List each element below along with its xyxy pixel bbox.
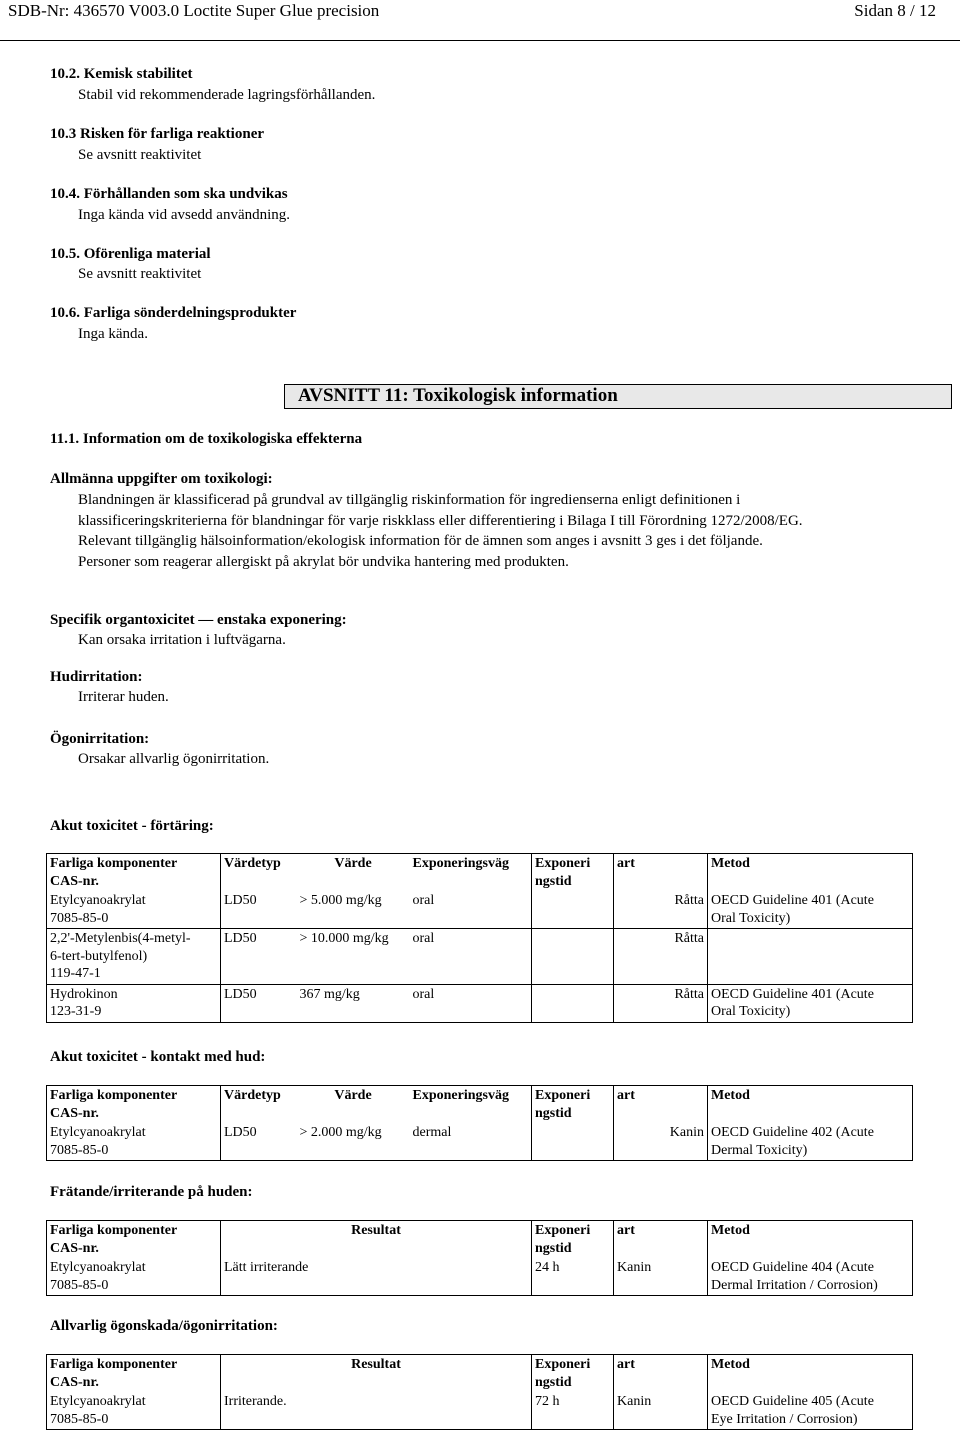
col-value-type: Värdetyp [221,1086,297,1124]
col-method: Metod [708,1086,913,1124]
col-cas: CAS-nr. [50,873,99,889]
col-components: Farliga komponenter [50,1223,178,1238]
document-id: SDB-Nr: 436570 V003.0 Loctite Super Glue precision [8,1,380,20]
component-name: Etylcyanoakrylat [50,893,146,908]
general-toxicology-heading: Allmänna uppgifter om toxikologi: [50,471,273,487]
skin-corrosion-heading: Frätande/irriterande på huden: [50,1184,253,1200]
col-exposure-time-1: Exponeri [535,1088,591,1103]
exposure-time [532,1123,614,1161]
col-method: Metod [708,1355,913,1393]
method-line-1: OECD Guideline 401 (Acute [711,986,874,1002]
text-10-6: Inga kända. [78,326,148,342]
table-row [47,891,913,929]
page-number: Sidan 8 / 12 [854,1,936,20]
table-header-row [47,854,913,892]
species: Kanin [614,1258,708,1296]
text-10-4: Inga kända vid avsedd användning. [78,207,291,223]
stot-heading: Specifik organtoxicitet — enstaka exponering: [50,612,347,628]
method-line-2: Oral Toxicity) [711,1004,791,1019]
heading-10-6: 10.6. Farliga sönderdelningsprodukter [50,305,297,321]
method-line-2: Dermal Toxicity) [711,1142,808,1158]
table-row [47,1258,913,1296]
exposure-time [532,984,614,1022]
col-exposure-time-1: Exponeri [535,856,591,871]
species: Råtta [614,984,708,1022]
table-header-row [47,1355,913,1393]
col-exposure-time-2: ngstid [535,873,572,889]
table-header-row [47,1221,913,1259]
col-exposure-time-2: ngstid [535,1374,572,1390]
result: Irriterande. [221,1392,532,1430]
eye-damage-heading: Allvarlig ögonskada/ögonirritation: [50,1318,278,1334]
method [708,929,913,985]
general-line-2: klassificeringskriterierna för blandningar för varje riskklass eller differentiering i Bilaga I till Förordning 1272/2008/EG. [78,512,803,529]
eye-irritation-text: Orsakar allvarlig ögonirritation. [78,751,270,767]
table-row [47,984,913,1022]
col-value-type: Värdetyp [221,854,297,892]
species: Råtta [614,929,708,985]
page-header [0,0,960,24]
general-toxicology-text [78,490,938,572]
route: dermal [410,1123,532,1161]
text-10-3: Se avsnitt reaktivitet [78,147,202,163]
skin-corrosion-table [46,1220,913,1296]
eye-irritation-heading: Ögonirritation: [50,731,150,747]
text-10-2: Stabil vid rekommenderade lagringsförhållanden. [78,87,376,103]
heading-10-4: 10.4. Förhållanden som ska undvikas [50,186,288,202]
col-components: Farliga komponenter [50,1357,178,1372]
method-line-1: OECD Guideline 402 (Acute [711,1125,874,1140]
dermal-toxicity-heading: Akut toxicitet - kontakt med hud: [50,1049,266,1065]
col-exposure-time-1: Exponeri [535,1223,591,1238]
dermal-toxicity-table [46,1085,913,1161]
col-route: Exponeringsväg [410,854,532,892]
result: Lätt irriterande [221,1258,532,1296]
col-exposure-time-2: ngstid [535,1105,572,1121]
heading-10-3: 10.3 Risken för farliga reaktioner [50,126,265,142]
component-cas: 119-47-1 [50,966,101,981]
table-row [47,1123,913,1161]
col-species: art [614,1355,708,1393]
col-value: Värde [297,854,410,892]
value: > 10.000 mg/kg [297,929,410,985]
species: Kanin [614,1123,708,1161]
method-line-1: OECD Guideline 401 (Acute [711,893,874,908]
section-11-title: AVSNITT 11: Toxikologisk information [298,385,618,406]
exposure-time: 72 h [532,1392,614,1430]
species: Kanin [614,1392,708,1430]
component-name: Hydrokinon [50,986,118,1002]
general-line-1: Blandningen är klassificerad på grundval av tillgänglig riskinformation för ingredienserna enligt definitionen i [78,492,741,508]
col-value: Värde [297,1086,410,1124]
stot-text: Kan orsaka irritation i luftvägarna. [78,632,286,648]
method-line-1: OECD Guideline 405 (Acute [711,1394,874,1409]
component-name: Etylcyanoakrylat [50,1125,146,1140]
col-route: Exponeringsväg [410,1086,532,1124]
component-name-1: 2,2'-Metylenbis(4-metyl- [50,931,191,946]
exposure-time: 24 h [532,1258,614,1296]
col-species: art [614,1221,708,1259]
value: 367 mg/kg [297,984,410,1022]
skin-irritation-text: Irriterar huden. [78,689,169,705]
species: Råtta [614,891,708,929]
route: oral [410,984,532,1022]
method-line-2: Dermal Irritation / Corrosion) [711,1277,878,1293]
col-result: Resultat [221,1355,532,1393]
general-line-4: Personer som reagerar allergiskt på akrylat bör undvika hantering med produkten. [78,553,569,570]
route: oral [410,929,532,985]
col-species: art [614,1086,708,1124]
section-11-banner [284,384,952,409]
col-species: art [614,854,708,892]
heading-10-2: 10.2. Kemisk stabilitet [50,66,193,82]
col-components: Farliga komponenter [50,856,178,871]
table-row [47,1392,913,1430]
component-cas: 7085-85-0 [50,1142,109,1158]
component-name-2: 6-tert-butylfenol) [50,948,148,964]
heading-10-5: 10.5. Oförenliga material [50,246,211,262]
method-line-2: Oral Toxicity) [711,910,791,926]
col-cas: CAS-nr. [50,1374,99,1390]
col-cas: CAS-nr. [50,1240,99,1256]
value-type: LD50 [221,891,297,929]
component-name: Etylcyanoakrylat [50,1394,146,1409]
route: oral [410,891,532,929]
exposure-time [532,891,614,929]
oral-toxicity-table [46,853,913,1023]
method-line-2: Eye Irritation / Corrosion) [711,1411,858,1427]
component-cas: 7085-85-0 [50,1277,109,1293]
value: > 5.000 mg/kg [297,891,410,929]
col-exposure-time-1: Exponeri [535,1357,591,1372]
value: > 2.000 mg/kg [297,1123,410,1161]
skin-irritation-heading: Hudirritation: [50,669,143,685]
col-result: Resultat [221,1221,532,1259]
oral-toxicity-heading: Akut toxicitet - förtäring: [50,818,214,834]
col-components: Farliga komponenter [50,1088,178,1103]
eye-damage-table [46,1354,913,1430]
exposure-time [532,929,614,985]
general-line-3: Relevant tillgänglig hälsoinformation/ekologisk information för de ämnen som anges i avsnitt 3 ges i det följande. [78,533,763,549]
heading-11-1: 11.1. Information om de toxikologiska effekterna [50,431,363,447]
col-method: Metod [708,854,913,892]
col-method: Metod [708,1221,913,1259]
value-type: LD50 [221,984,297,1022]
component-cas: 7085-85-0 [50,910,109,926]
component-name: Etylcyanoakrylat [50,1260,146,1275]
text-10-5: Se avsnitt reaktivitet [78,266,202,282]
component-cas: 123-31-9 [50,1004,102,1019]
component-cas: 7085-85-0 [50,1411,109,1427]
value-type: LD50 [221,929,297,985]
col-cas: CAS-nr. [50,1105,99,1121]
col-exposure-time-2: ngstid [535,1240,572,1256]
table-row [47,929,913,985]
header-divider [0,40,960,41]
table-header-row [47,1086,913,1124]
method-line-1: OECD Guideline 404 (Acute [711,1260,874,1275]
value-type: LD50 [221,1123,297,1161]
